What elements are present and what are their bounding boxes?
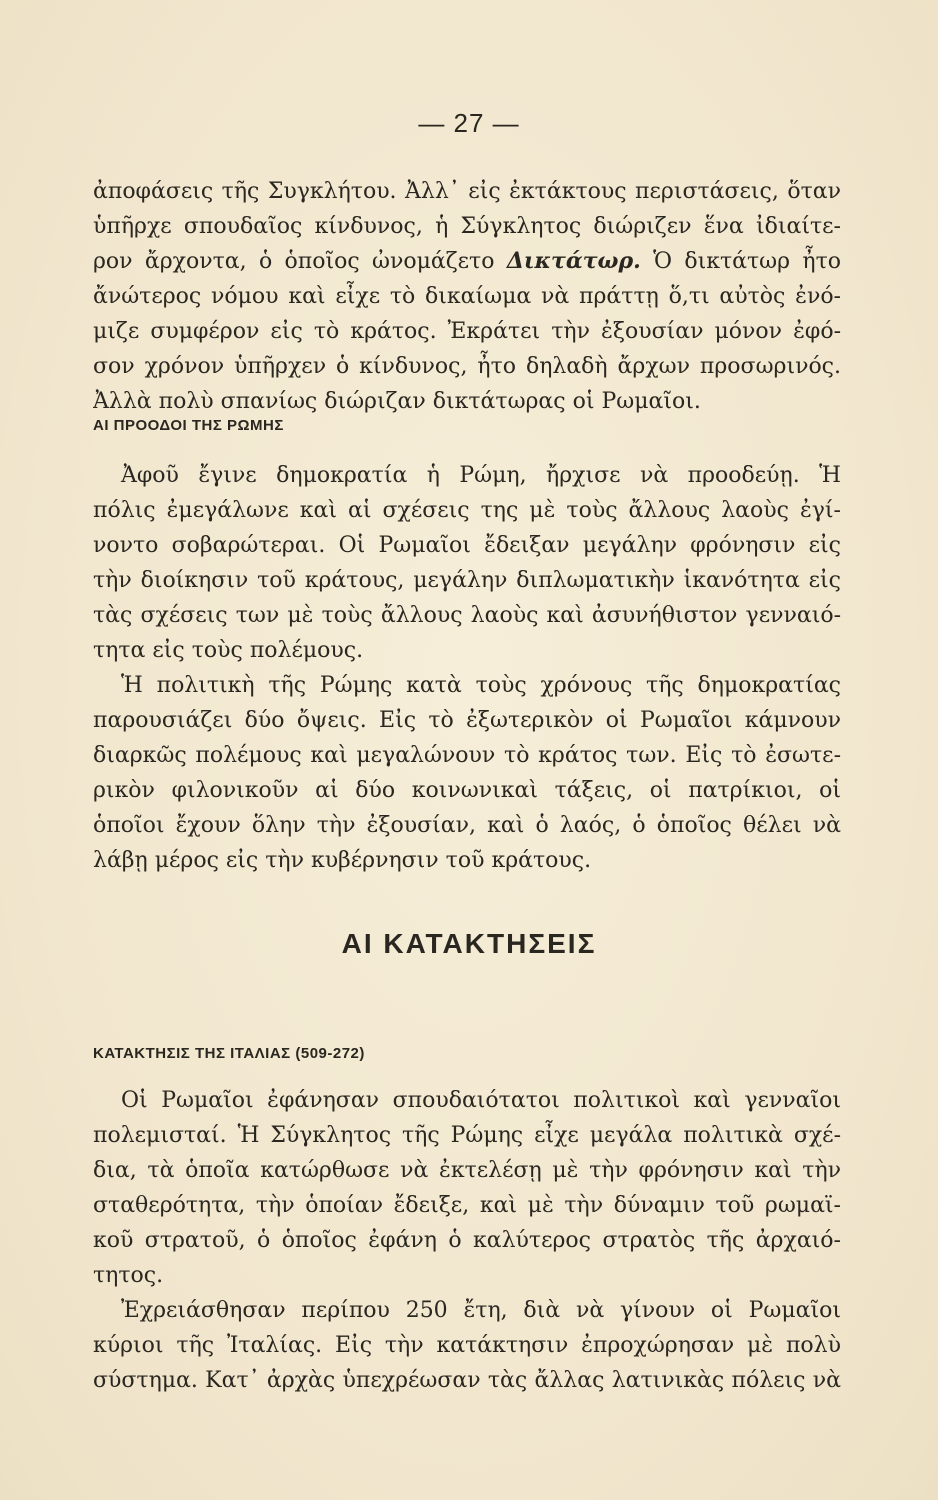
text-line: διαρκῶς πολέμους καὶ μεγαλώνουν τὸ κράτος των. Εἰς τὸ ἐσωτε- (93, 743, 841, 768)
section-subheading: ΚΑΤΑΚΤΗΣΙΣ ΤΗΣ ΙΤΑΛΙΑΣ (509-272) (93, 1045, 365, 1062)
text-line (93, 244, 841, 279)
text-line: ἀποφάσεις τῆς Συγκλήτου. Ἀλλ᾽ εἰς ἐκτάκτους περιστάσεις, ὅταν (93, 179, 841, 204)
text-line: πόλις ἐμεγάλωνε καὶ αἱ σχέσεις της μὲ τοὺς ἄλλους λαοὺς ἐγί- (93, 498, 841, 523)
text-line: ὁποῖοι ἔχουν ὅλην τὴν ἐξουσίαν, καὶ ὁ λαός, ὁ ὁποῖος θέλει νὰ (93, 813, 841, 838)
text-line: τὰς σχέσεις των μὲ τοὺς ἄλλους λαοὺς καὶ ἀσυνήθιστον γενναιό- (93, 603, 841, 628)
text-line: Ἐχρειάσθησαν περίπου 250 ἔτη, διὰ νὰ γίνουν οἱ Ρωμαῖοι (121, 1298, 841, 1323)
text-line: Ἀφοῦ ἔγινε δημοκρατία ἡ Ρώμη, ἤρχισε νὰ προοδεύῃ. Ἡ (121, 463, 841, 488)
paragraph-dictator (93, 174, 841, 419)
text-line: σταθερότητα, τὴν ὁποίαν ἔδειξε, καὶ μὲ τὴν δύναμιν τοῦ ρωμαϊ- (93, 1193, 841, 1218)
paragraph-conquests (93, 1083, 841, 1293)
text-segment: ρον ἄρχοντα, ὁ ὁποῖος ὠνομάζετο (93, 249, 507, 274)
text-line: σον χρόνον ὑπῆρχεν ὁ κίνδυνος, ἦτο δηλαδὴ ἄρχων προσωρινός. (93, 354, 841, 379)
section-subheading: ΑΙ ΠΡΟΟΔΟΙ ΤΗΣ ΡΩΜΗΣ (93, 417, 284, 434)
text-segment: Ὁ δικτάτωρ ἦτο (640, 249, 841, 274)
text-line: λάβῃ μέρος εἰς τὴν κυβέρνησιν τοῦ κράτους. (93, 848, 592, 873)
text-line: ρικὸν φιλονικοῦν αἱ δύο κοινωνικαὶ τάξεις, οἱ πατρίκιοι, οἱ (93, 778, 841, 803)
text-line: κοῦ στρατοῦ, ὁ ὁποῖος ἐφάνη ὁ καλύτερος στρατὸς τῆς ἀρχαιό- (93, 1228, 841, 1253)
paragraph-progress (93, 458, 841, 668)
text-line: μιζε συμφέρον εἰς τὸ κράτος. Ἐκράτει τὴν ἐξουσίαν μόνον ἐφό- (93, 319, 841, 344)
paragraph-politics (93, 668, 841, 878)
text-line: δια, τὰ ὁποῖα κατώρθωσε νὰ ἐκτελέσῃ μὲ τὴν φρόνησιν καὶ τὴν (93, 1158, 841, 1183)
text-line: ὑπῆρχε σπουδαῖος κίνδυνος, ἡ Σύγκλητος διώριζεν ἕνα ἰδιαίτε- (93, 214, 841, 239)
text-line: Οἱ Ρωμαῖοι ἐφάνησαν σπουδαιότατοι πολιτικοὶ καὶ γενναῖοι (121, 1088, 841, 1113)
text-line: Ἀλλὰ πολὺ σπανίως διώριζαν δικτάτωρας οἱ Ρωμαῖοι. (93, 389, 701, 414)
text-line: Ἡ πολιτικὴ τῆς Ρώμης κατὰ τοὺς χρόνους τῆς δημοκρατίας (121, 673, 841, 698)
text-line: τητα εἰς τοὺς πολέμους. (93, 638, 364, 663)
text-line: νοντο σοβαρώτεραι. Οἱ Ρωμαῖοι ἔδειξαν μεγάλην φρόνησιν εἰς (93, 533, 841, 558)
chapter-heading: ΑΙ ΚΑΤΑΚΤΗΣΕΙΣ (341, 928, 597, 959)
page-number: — 27 — (418, 108, 520, 138)
text-line: κύριοι τῆς Ἰταλίας. Εἰς τὴν κατάκτησιν ἐπροχώρησαν μὲ πολὺ (93, 1333, 841, 1358)
text-line: παρουσιάζει δύο ὄψεις. Εἰς τὸ ἐξωτερικὸν οἱ Ρωμαῖοι κάμνουν (93, 708, 841, 733)
text-line: πολεμισταί. Ἡ Σύγκλητος τῆς Ρώμης εἶχε μεγάλα πολιτικὰ σχέ- (93, 1123, 841, 1148)
text-line: τὴν διοίκησιν τοῦ κράτους, μεγάλην διπλωματικὴν ἱκανότητα εἰς (93, 568, 841, 593)
text-line: τητος. (93, 1263, 164, 1288)
emphasized-term: Δικτάτωρ. (506, 248, 641, 274)
paragraph-italy (93, 1293, 841, 1398)
text-line: ἄνώτερος νόμου καὶ εἶχε τὸ δικαίωμα νὰ πράττῃ ὅ,τι αὐτὸς ἐνό- (93, 284, 841, 309)
text-line: σύστημα. Κατ᾽ ἀρχὰς ὑπεχρέωσαν τὰς ἄλλας λατινικὰς πόλεις νὰ (93, 1368, 841, 1393)
